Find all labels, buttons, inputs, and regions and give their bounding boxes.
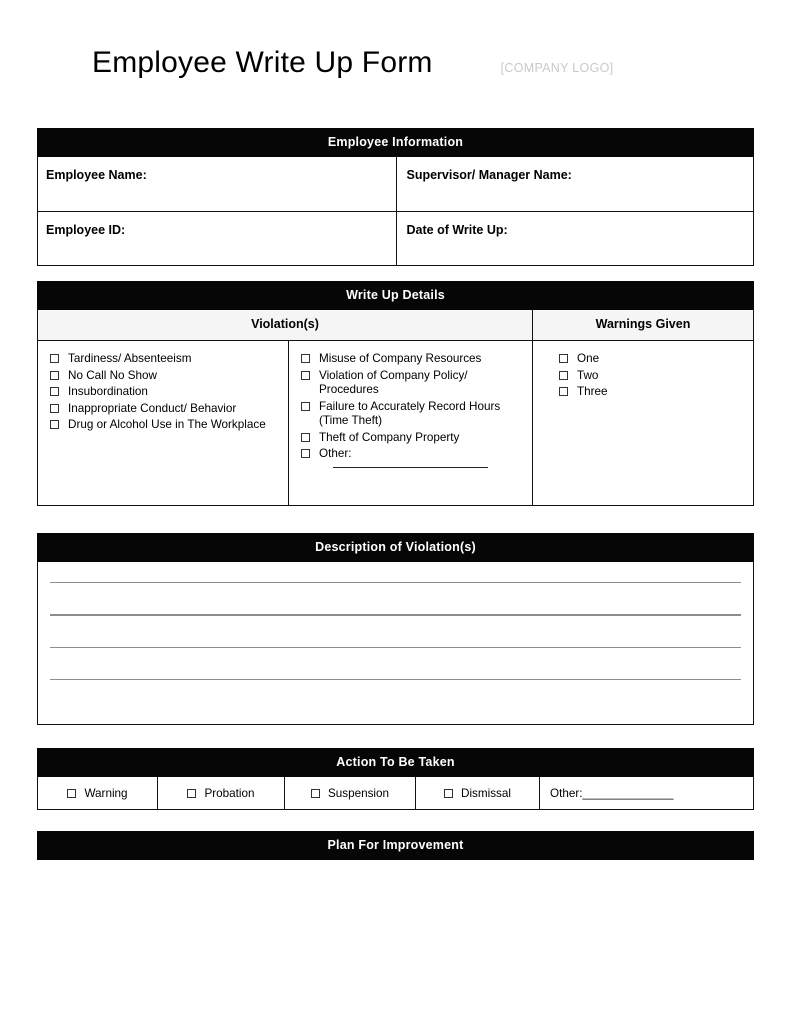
violation-checkbox-row[interactable]	[301, 431, 524, 446]
action-option-suspension[interactable]	[284, 777, 415, 809]
employee-name-field[interactable]: Employee Name:	[46, 168, 147, 182]
description-header: Description of Violation(s)	[37, 533, 754, 562]
checkbox-icon[interactable]	[559, 354, 568, 363]
checkbox-icon[interactable]	[559, 371, 568, 380]
violation-checkbox-row[interactable]	[301, 352, 524, 367]
warnings-given-list	[532, 341, 753, 505]
violation-label: Inappropriate Conduct/ Behavior	[68, 401, 237, 415]
action-option-label: Warning	[84, 786, 128, 800]
checkbox-icon[interactable]	[50, 354, 59, 363]
warning-checkbox-row[interactable]	[559, 385, 745, 400]
violation-checkbox-row[interactable]	[50, 352, 280, 367]
checkbox-icon[interactable]	[301, 354, 310, 363]
violation-label: Drug or Alcohol Use in The Workplace	[68, 418, 266, 431]
description-section	[37, 533, 754, 725]
violations-column-header: Violation(s)	[251, 317, 319, 331]
action-to-be-taken-body	[37, 777, 754, 810]
violation-label: Failure to Accurately Record Hours (Time Theft)	[319, 399, 501, 427]
violation-label: Violation of Company Policy/ Procedures	[319, 368, 468, 396]
plan-for-improvement-section	[37, 831, 754, 884]
warning-checkbox-row[interactable]	[559, 352, 745, 367]
checkbox-icon[interactable]	[301, 449, 310, 458]
violation-checkbox-row[interactable]	[301, 400, 524, 429]
action-options-row	[38, 777, 753, 809]
document-header	[92, 46, 712, 92]
checkbox-icon[interactable]	[444, 789, 453, 798]
description-rule-line	[50, 647, 741, 648]
action-option-other[interactable]	[539, 777, 753, 809]
warning-checkbox-row[interactable]	[559, 369, 745, 384]
violation-other-label: Other:	[319, 447, 352, 460]
page-title: Employee Write Up Form	[92, 46, 433, 79]
checkbox-icon[interactable]	[559, 387, 568, 396]
action-other-write-in[interactable]: ______________	[582, 786, 674, 800]
checkbox-icon[interactable]	[311, 789, 320, 798]
checkbox-icon[interactable]	[301, 371, 310, 380]
checkbox-icon[interactable]	[67, 789, 76, 798]
company-logo-placeholder: [COMPANY LOGO]	[500, 61, 614, 75]
plan-for-improvement-header: Plan For Improvement	[37, 831, 754, 860]
write-up-details-header: Write Up Details	[37, 281, 754, 310]
action-option-probation[interactable]	[157, 777, 284, 809]
action-option-label: Suspension	[327, 786, 390, 800]
employee-information-body	[37, 157, 754, 266]
violation-checkbox-row[interactable]	[50, 369, 280, 384]
action-to-be-taken-section	[37, 748, 754, 810]
checkbox-icon[interactable]	[50, 387, 59, 396]
checkbox-columns	[38, 341, 753, 505]
action-option-label: Dismissal	[461, 786, 511, 800]
violation-label: Theft of Company Property	[319, 430, 460, 444]
violation-other-write-in-line[interactable]	[333, 467, 488, 468]
violation-other-checkbox-row[interactable]	[301, 447, 524, 462]
violation-checkbox-row[interactable]	[301, 369, 524, 398]
description-input-area[interactable]	[37, 562, 754, 725]
violation-label: Misuse of Company Resources	[319, 352, 482, 365]
checkbox-icon[interactable]	[187, 789, 196, 798]
write-up-details-body	[37, 310, 754, 506]
warning-label: Three	[577, 385, 608, 398]
violation-label: No Call No Show	[68, 368, 157, 382]
write-up-subheader-row	[38, 310, 753, 341]
write-up-details-section	[37, 281, 754, 506]
warning-label: Two	[577, 368, 599, 382]
employee-information-section	[37, 128, 754, 266]
checkbox-icon[interactable]	[301, 402, 310, 411]
violation-label: Tardiness/ Absenteeism	[68, 352, 192, 365]
description-rule-line	[50, 679, 741, 680]
warnings-given-column-header: Warnings Given	[532, 310, 753, 340]
action-option-warning[interactable]	[38, 777, 157, 809]
date-of-write-up-field[interactable]: Date of Write Up:	[396, 212, 754, 265]
violation-checkbox-row[interactable]	[50, 418, 280, 433]
violation-checkbox-row[interactable]	[50, 385, 280, 400]
violation-label: Insubordination	[68, 385, 148, 398]
employee-info-row-2	[38, 211, 753, 265]
action-to-be-taken-header: Action To Be Taken	[37, 748, 754, 777]
supervisor-name-field[interactable]: Supervisor/ Manager Name:	[396, 157, 754, 211]
checkbox-icon[interactable]	[50, 404, 59, 413]
action-option-label: Probation	[204, 786, 255, 800]
description-rule-line	[50, 614, 741, 615]
employee-information-header: Employee Information	[37, 128, 754, 157]
warning-label: One	[577, 352, 600, 365]
violation-checkbox-row[interactable]	[50, 402, 280, 417]
checkbox-icon[interactable]	[50, 371, 59, 380]
employee-id-field[interactable]: Employee ID:	[46, 223, 126, 237]
violations-list-left	[38, 341, 288, 505]
action-other-label: Other:	[550, 786, 583, 800]
violations-list-right	[288, 341, 532, 505]
checkbox-icon[interactable]	[50, 420, 59, 429]
action-option-dismissal[interactable]	[415, 777, 539, 809]
employee-info-row-1	[38, 157, 753, 211]
plan-for-improvement-input-area[interactable]	[37, 860, 754, 884]
description-rule-line	[50, 582, 741, 583]
checkbox-icon[interactable]	[301, 433, 310, 442]
